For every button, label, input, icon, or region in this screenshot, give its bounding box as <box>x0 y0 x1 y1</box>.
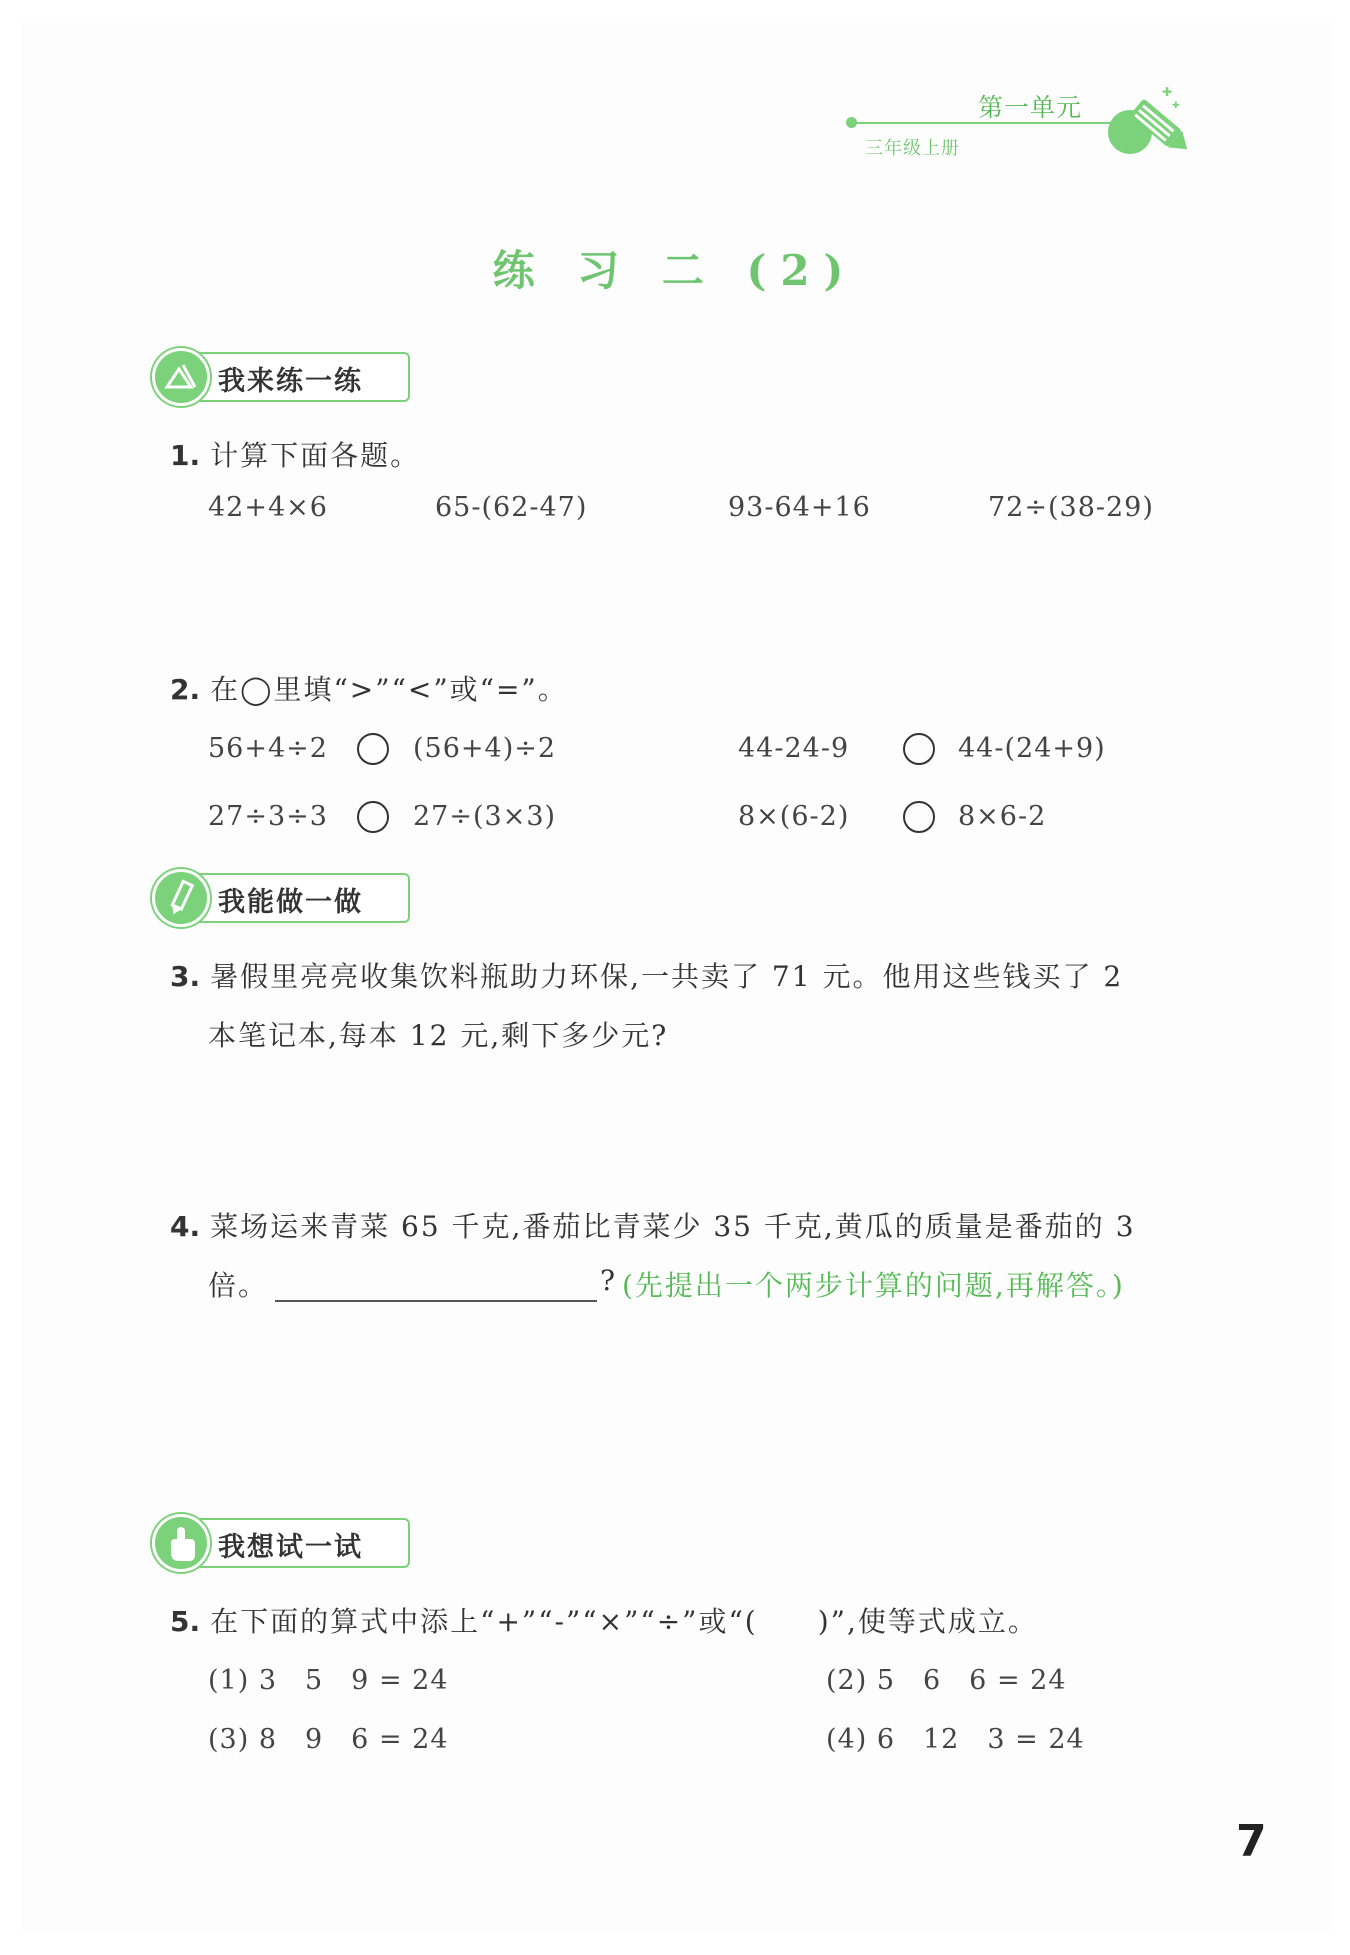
q2-left-expression: 8×(6-2) <box>738 801 850 832</box>
question-number: 2. <box>170 673 201 706</box>
question-text: 在下面的算式中添上“+”“-”“×”“÷”或“( )”,使等式成立。 <box>210 1605 1038 1638</box>
section-tag-challenge <box>152 1518 412 1566</box>
answer-blank[interactable] <box>275 1300 597 1302</box>
question-number: 5. <box>170 1605 201 1638</box>
ruler-compass-icon <box>152 348 210 406</box>
question-text: 菜场运来青菜 65 千克,番茄比青菜少 35 千克,黄瓜的质量是番茄的 3 <box>210 1210 1136 1243</box>
q2-left-expression: 44-24-9 <box>738 733 850 764</box>
question-2 <box>170 668 568 708</box>
q2-right-expression: 27÷(3×3) <box>413 801 557 832</box>
question-5 <box>170 1600 1038 1640</box>
question-number: 3. <box>170 960 201 993</box>
svg-text:✚: ✚ <box>1172 101 1180 111</box>
answer-circle[interactable] <box>357 801 389 833</box>
question-4-hint: (先提出一个两步计算的问题,再解答。) <box>622 1269 1125 1302</box>
hand-pointer-icon <box>152 1514 210 1572</box>
question-1 <box>170 434 420 474</box>
q2-left-expression: 27÷3÷3 <box>208 801 328 832</box>
question-text: 暑假里亮亮收集饮料瓶助力环保,一共卖了 71 元。他用这些钱买了 2 <box>210 960 1124 993</box>
q2-left-expression: 56+4÷2 <box>208 733 328 764</box>
page-number: 7 <box>1236 1816 1267 1867</box>
q5-item: (3) 8 9 6 = 24 <box>208 1724 449 1755</box>
section-label: 我来练一练 <box>218 366 363 397</box>
section-tag-apply <box>152 873 412 921</box>
grade-label: 三年级上册 <box>865 138 960 159</box>
answer-circle[interactable] <box>357 733 389 765</box>
q1-expression: 42+4×6 <box>208 492 328 523</box>
question-text: 在◯里填“>”“<”或“=”。 <box>210 673 568 706</box>
section-tag-practice <box>152 352 412 400</box>
unit-title: 第一单元 <box>978 93 1083 122</box>
page-title: 练 习 二 (2) <box>492 246 858 295</box>
question-3 <box>170 955 1123 995</box>
q5-item: (2) 5 6 6 = 24 <box>826 1665 1067 1696</box>
q5-item: (1) 3 5 9 = 24 <box>208 1665 449 1696</box>
svg-text:✚: ✚ <box>1162 85 1173 99</box>
pencil-icon <box>1100 82 1190 162</box>
question-4 <box>170 1205 1136 1245</box>
q2-right-expression: 8×6-2 <box>958 801 1047 832</box>
q2-right-expression: 44-(24+9) <box>958 733 1106 764</box>
q1-expression: 65-(62-47) <box>435 492 588 523</box>
question-3-line2: 本笔记本,每本 12 元,剩下多少元? <box>208 1019 669 1052</box>
question-mark: ? <box>600 1264 618 1297</box>
answer-circle[interactable] <box>903 801 935 833</box>
question-4-line2-start: 倍。 <box>208 1269 269 1302</box>
question-number: 1. <box>170 439 201 472</box>
q1-expression: 93-64+16 <box>728 492 871 523</box>
section-label: 我想试一试 <box>218 1532 363 1563</box>
q1-expression: 72÷(38-29) <box>988 492 1154 523</box>
q2-right-expression: (56+4)÷2 <box>413 733 557 764</box>
header-line <box>852 122 1122 124</box>
answer-circle[interactable] <box>903 733 935 765</box>
section-label: 我能做一做 <box>218 887 363 918</box>
question-text: 计算下面各题。 <box>210 439 421 472</box>
question-number: 4. <box>170 1210 201 1243</box>
pencil-badge-icon <box>152 869 210 927</box>
q5-item: (4) 6 12 3 = 24 <box>826 1724 1085 1755</box>
